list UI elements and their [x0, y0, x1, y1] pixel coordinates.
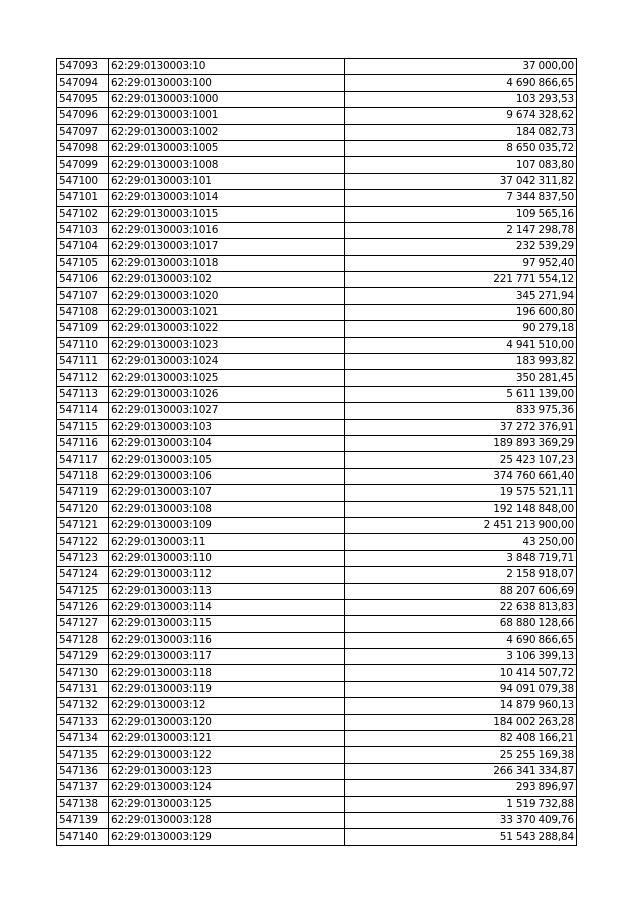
- table-row: [57, 206, 577, 222]
- cadastral-number-cell: 62:29:0130003:11: [109, 534, 345, 550]
- table-row: [57, 468, 577, 484]
- table-row: [57, 124, 577, 140]
- cadastral-value-cell: 7 344 837,50: [345, 190, 577, 206]
- cadastral-value-cell: 33 370 409,76: [345, 812, 577, 828]
- table-row: [57, 632, 577, 648]
- cadastral-value-cell: 266 341 334,87: [345, 763, 577, 779]
- table-row: [57, 321, 577, 337]
- cadastral-value-cell: 14 879 960,13: [345, 698, 577, 714]
- cadastral-number-cell: 62:29:0130003:124: [109, 780, 345, 796]
- row-id-cell: 547121: [57, 517, 109, 533]
- row-id-cell: 547110: [57, 337, 109, 353]
- cadastral-value-cell: 5 611 139,00: [345, 386, 577, 402]
- cadastral-number-cell: 62:29:0130003:104: [109, 435, 345, 451]
- row-id-cell: 547131: [57, 681, 109, 697]
- cadastral-value-cell: 374 760 661,40: [345, 468, 577, 484]
- cadastral-number-cell: 62:29:0130003:1002: [109, 124, 345, 140]
- row-id-cell: 547106: [57, 272, 109, 288]
- table-row: [57, 796, 577, 812]
- row-id-cell: 547101: [57, 190, 109, 206]
- table-row: [57, 763, 577, 779]
- cadastral-number-cell: 62:29:0130003:128: [109, 812, 345, 828]
- cadastral-value-cell: 1 519 732,88: [345, 796, 577, 812]
- row-id-cell: 547099: [57, 157, 109, 173]
- row-id-cell: 547102: [57, 206, 109, 222]
- cadastral-number-cell: 62:29:0130003:1025: [109, 370, 345, 386]
- table-row: [57, 812, 577, 828]
- cadastral-number-cell: 62:29:0130003:10: [109, 59, 345, 75]
- cadastral-value-cell: 184 082,73: [345, 124, 577, 140]
- row-id-cell: 547112: [57, 370, 109, 386]
- cadastral-value-cell: 4 690 866,65: [345, 75, 577, 91]
- cadastral-value-cell: 345 271,94: [345, 288, 577, 304]
- cadastral-number-cell: 62:29:0130003:129: [109, 829, 345, 845]
- cadastral-number-cell: 62:29:0130003:123: [109, 763, 345, 779]
- cadastral-value-cell: 184 002 263,28: [345, 714, 577, 730]
- table-row: [57, 534, 577, 550]
- cadastral-value-cell: 109 565,16: [345, 206, 577, 222]
- row-id-cell: 547135: [57, 747, 109, 763]
- cadastral-value-cell: 9 674 328,62: [345, 108, 577, 124]
- row-id-cell: 547123: [57, 550, 109, 566]
- cadastral-number-cell: 62:29:0130003:106: [109, 468, 345, 484]
- table-row: [57, 649, 577, 665]
- table-row: [57, 190, 577, 206]
- table-row: [57, 665, 577, 681]
- table-row: [57, 370, 577, 386]
- table-row: [57, 485, 577, 501]
- row-id-cell: 547096: [57, 108, 109, 124]
- table-row: [57, 567, 577, 583]
- table-row: [57, 140, 577, 156]
- table-row: [57, 354, 577, 370]
- cadastral-number-cell: 62:29:0130003:116: [109, 632, 345, 648]
- cadastral-value-cell: 350 281,45: [345, 370, 577, 386]
- table-row: [57, 550, 577, 566]
- cadastral-number-cell: 62:29:0130003:12: [109, 698, 345, 714]
- cadastral-number-cell: 62:29:0130003:120: [109, 714, 345, 730]
- cadastral-number-cell: 62:29:0130003:105: [109, 452, 345, 468]
- row-id-cell: 547113: [57, 386, 109, 402]
- row-id-cell: 547098: [57, 140, 109, 156]
- cadastral-number-cell: 62:29:0130003:1020: [109, 288, 345, 304]
- cadastral-number-cell: 62:29:0130003:114: [109, 599, 345, 615]
- row-id-cell: 547105: [57, 255, 109, 271]
- row-id-cell: 547139: [57, 812, 109, 828]
- table-row: [57, 222, 577, 238]
- cadastral-number-cell: 62:29:0130003:118: [109, 665, 345, 681]
- row-id-cell: 547122: [57, 534, 109, 550]
- cadastral-value-cell: 51 543 288,84: [345, 829, 577, 845]
- cadastral-value-cell: 293 896,97: [345, 780, 577, 796]
- row-id-cell: 547116: [57, 435, 109, 451]
- cadastral-number-cell: 62:29:0130003:1023: [109, 337, 345, 353]
- row-id-cell: 547094: [57, 75, 109, 91]
- cadastral-number-cell: 62:29:0130003:1027: [109, 403, 345, 419]
- cadastral-value-cell: 107 083,80: [345, 157, 577, 173]
- row-id-cell: 547115: [57, 419, 109, 435]
- table-row: [57, 435, 577, 451]
- row-id-cell: 547093: [57, 59, 109, 75]
- table-row: [57, 501, 577, 517]
- cadastral-number-cell: 62:29:0130003:101: [109, 173, 345, 189]
- table-row: [57, 747, 577, 763]
- cadastral-value-cell: 2 451 213 900,00: [345, 517, 577, 533]
- table-row: [57, 255, 577, 271]
- cadastral-number-cell: 62:29:0130003:119: [109, 681, 345, 697]
- cadastral-number-cell: 62:29:0130003:102: [109, 272, 345, 288]
- cadastral-value-cell: 37 042 311,82: [345, 173, 577, 189]
- cadastral-number-cell: 62:29:0130003:107: [109, 485, 345, 501]
- cadastral-number-cell: 62:29:0130003:1017: [109, 239, 345, 255]
- table-row: [57, 829, 577, 845]
- cadastral-value-cell: 2 147 298,78: [345, 222, 577, 238]
- cadastral-number-cell: 62:29:0130003:100: [109, 75, 345, 91]
- table-row: [57, 599, 577, 615]
- cadastral-number-cell: 62:29:0130003:1018: [109, 255, 345, 271]
- table-row: [57, 157, 577, 173]
- cadastral-value-cell: 37 272 376,91: [345, 419, 577, 435]
- cadastral-value-cell: 88 207 606,69: [345, 583, 577, 599]
- row-id-cell: 547111: [57, 354, 109, 370]
- row-id-cell: 547136: [57, 763, 109, 779]
- cadastral-number-cell: 62:29:0130003:115: [109, 616, 345, 632]
- row-id-cell: 547127: [57, 616, 109, 632]
- cadastral-number-cell: 62:29:0130003:1000: [109, 91, 345, 107]
- cadastral-number-cell: 62:29:0130003:122: [109, 747, 345, 763]
- cadastral-number-cell: 62:29:0130003:121: [109, 731, 345, 747]
- cadastral-number-cell: 62:29:0130003:1021: [109, 304, 345, 320]
- cadastral-number-cell: 62:29:0130003:1008: [109, 157, 345, 173]
- cadastral-value-cell: 25 255 169,38: [345, 747, 577, 763]
- table-row: [57, 386, 577, 402]
- row-id-cell: 547103: [57, 222, 109, 238]
- table-row: [57, 288, 577, 304]
- cadastral-number-cell: 62:29:0130003:109: [109, 517, 345, 533]
- table-row: [57, 780, 577, 796]
- cadastral-value-cell: 4 941 510,00: [345, 337, 577, 353]
- cadastral-value-table: [56, 58, 577, 846]
- cadastral-value-cell: 2 158 918,07: [345, 567, 577, 583]
- cadastral-number-cell: 62:29:0130003:1014: [109, 190, 345, 206]
- cadastral-number-cell: 62:29:0130003:1026: [109, 386, 345, 402]
- row-id-cell: 547130: [57, 665, 109, 681]
- cadastral-number-cell: 62:29:0130003:1022: [109, 321, 345, 337]
- table-row: [57, 583, 577, 599]
- table-row: [57, 173, 577, 189]
- table-row: [57, 452, 577, 468]
- row-id-cell: 547124: [57, 567, 109, 583]
- row-id-cell: 547132: [57, 698, 109, 714]
- cadastral-value-cell: 68 880 128,66: [345, 616, 577, 632]
- cadastral-number-cell: 62:29:0130003:113: [109, 583, 345, 599]
- row-id-cell: 547097: [57, 124, 109, 140]
- row-id-cell: 547107: [57, 288, 109, 304]
- cadastral-number-cell: 62:29:0130003:1001: [109, 108, 345, 124]
- row-id-cell: 547120: [57, 501, 109, 517]
- cadastral-number-cell: 62:29:0130003:112: [109, 567, 345, 583]
- row-id-cell: 547125: [57, 583, 109, 599]
- cadastral-number-cell: 62:29:0130003:1016: [109, 222, 345, 238]
- cadastral-value-cell: 189 893 369,29: [345, 435, 577, 451]
- cadastral-value-cell: 3 848 719,71: [345, 550, 577, 566]
- table-row: [57, 75, 577, 91]
- table-row: [57, 337, 577, 353]
- table-row: [57, 517, 577, 533]
- table-body: [57, 59, 577, 846]
- cadastral-number-cell: 62:29:0130003:1015: [109, 206, 345, 222]
- cadastral-value-cell: 833 975,36: [345, 403, 577, 419]
- cadastral-value-cell: 90 279,18: [345, 321, 577, 337]
- cadastral-value-cell: 221 771 554,12: [345, 272, 577, 288]
- table-row: [57, 698, 577, 714]
- cadastral-value-cell: 94 091 079,38: [345, 681, 577, 697]
- table-row: [57, 714, 577, 730]
- cadastral-value-cell: 10 414 507,72: [345, 665, 577, 681]
- row-id-cell: 547138: [57, 796, 109, 812]
- cadastral-value-cell: 37 000,00: [345, 59, 577, 75]
- cadastral-value-cell: 3 106 399,13: [345, 649, 577, 665]
- row-id-cell: 547134: [57, 731, 109, 747]
- row-id-cell: 547095: [57, 91, 109, 107]
- cadastral-number-cell: 62:29:0130003:108: [109, 501, 345, 517]
- row-id-cell: 547119: [57, 485, 109, 501]
- cadastral-number-cell: 62:29:0130003:110: [109, 550, 345, 566]
- cadastral-value-cell: 192 148 848,00: [345, 501, 577, 517]
- cadastral-value-cell: 196 600,80: [345, 304, 577, 320]
- cadastral-value-cell: 8 650 035,72: [345, 140, 577, 156]
- row-id-cell: 547100: [57, 173, 109, 189]
- table-row: [57, 304, 577, 320]
- table-row: [57, 419, 577, 435]
- row-id-cell: 547137: [57, 780, 109, 796]
- cadastral-number-cell: 62:29:0130003:125: [109, 796, 345, 812]
- row-id-cell: 547117: [57, 452, 109, 468]
- cadastral-value-cell: 4 690 866,65: [345, 632, 577, 648]
- cadastral-value-cell: 25 423 107,23: [345, 452, 577, 468]
- cadastral-value-cell: 103 293,53: [345, 91, 577, 107]
- row-id-cell: 547126: [57, 599, 109, 615]
- row-id-cell: 547140: [57, 829, 109, 845]
- cadastral-number-cell: 62:29:0130003:117: [109, 649, 345, 665]
- cadastral-value-cell: 82 408 166,21: [345, 731, 577, 747]
- cadastral-value-cell: 22 638 813,83: [345, 599, 577, 615]
- cadastral-value-cell: 19 575 521,11: [345, 485, 577, 501]
- row-id-cell: 547108: [57, 304, 109, 320]
- table-row: [57, 681, 577, 697]
- cadastral-value-cell: 183 993,82: [345, 354, 577, 370]
- row-id-cell: 547118: [57, 468, 109, 484]
- table-row: [57, 59, 577, 75]
- table-row: [57, 272, 577, 288]
- row-id-cell: 547133: [57, 714, 109, 730]
- row-id-cell: 547104: [57, 239, 109, 255]
- cadastral-value-cell: 232 539,29: [345, 239, 577, 255]
- cadastral-number-cell: 62:29:0130003:103: [109, 419, 345, 435]
- table-row: [57, 731, 577, 747]
- cadastral-number-cell: 62:29:0130003:1024: [109, 354, 345, 370]
- row-id-cell: 547114: [57, 403, 109, 419]
- cadastral-value-cell: 97 952,40: [345, 255, 577, 271]
- row-id-cell: 547129: [57, 649, 109, 665]
- table-row: [57, 239, 577, 255]
- table-row: [57, 403, 577, 419]
- cadastral-number-cell: 62:29:0130003:1005: [109, 140, 345, 156]
- cadastral-value-cell: 43 250,00: [345, 534, 577, 550]
- table-row: [57, 616, 577, 632]
- row-id-cell: 547128: [57, 632, 109, 648]
- table-row: [57, 91, 577, 107]
- table-row: [57, 108, 577, 124]
- row-id-cell: 547109: [57, 321, 109, 337]
